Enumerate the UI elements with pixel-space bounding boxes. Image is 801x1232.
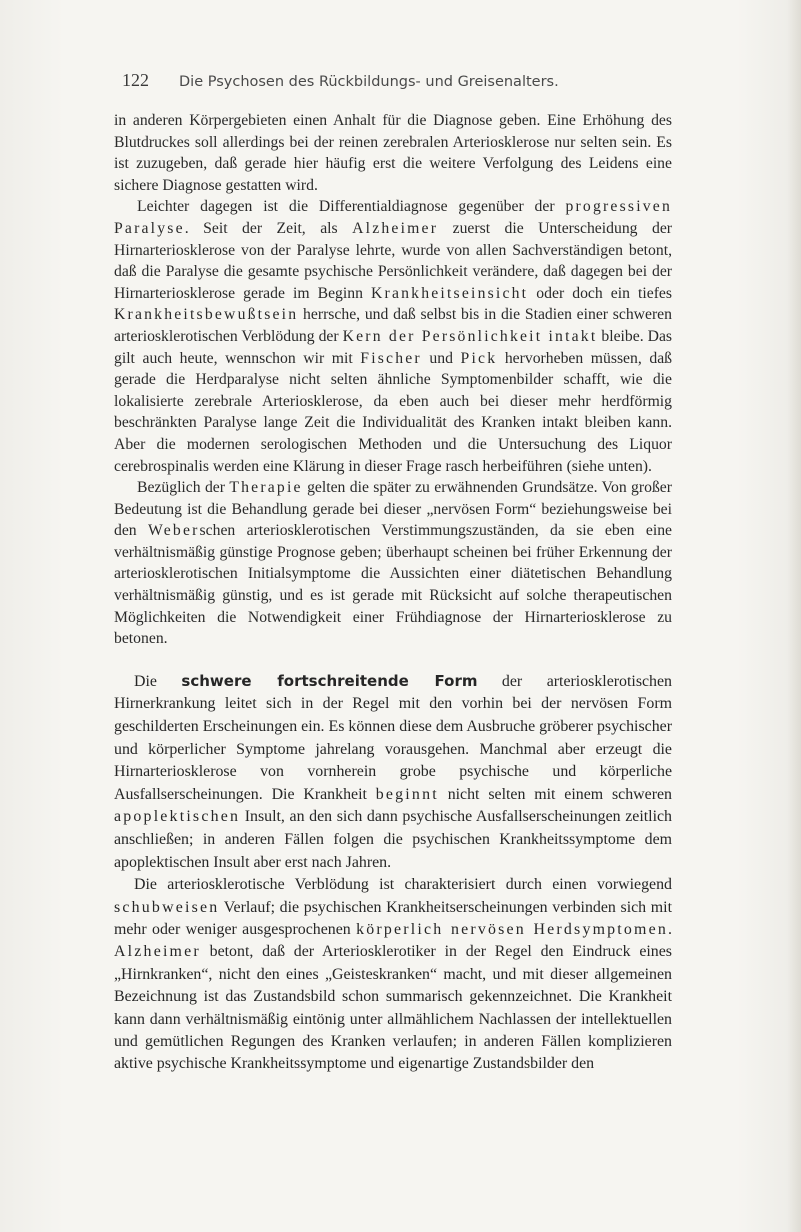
p5-emph-schubweisen: schubweisen <box>114 898 220 916</box>
p2-text-8: hervorheben müssen, daß gerade die Herdparalyse nicht selten ähnliche Symptomenbilder schafft, wie die lokalisierte zerebrale Arteriosklerose, da eben auch bei dieser mehr herdförmig beschränkten Paralyse lange Zeit die Individualität des Kranken intakt bleiben kann. Aber die modernen serologischen Methoden und die Untersuchung des Liquor cerebrospinalis werden eine Klärung in dieser Frage rasch herbeiführen (siehe unten). <box>114 349 672 475</box>
p2-text-5: herrsche, und daß selbst bis in die Stadien einer schweren arteriosklerotischen Verblödung der <box>114 306 672 345</box>
p2-emph-krankheitseinsicht: Krankheitseinsicht <box>371 284 529 302</box>
p2-text-2: . Seit der Zeit, als <box>184 219 353 237</box>
page-body <box>114 110 672 1076</box>
p5-emph-herdsymptomen: körperlich nervösen Herdsymptomen <box>356 921 669 938</box>
p4-text-3: nicht selten mit einem schweren <box>438 785 672 803</box>
page-edge <box>787 0 801 1232</box>
paragraph-4 <box>114 670 672 874</box>
p4-emph-apoplektischen: apoplektischen <box>114 808 241 826</box>
p4-bold-schwere-form: schwere fortschreitende Form <box>181 671 478 690</box>
p5-text-1: Die arteriosklerotische Verblödung ist charakterisiert durch einen vorwiegend <box>134 876 672 894</box>
paragraph-5 <box>114 874 672 1076</box>
running-header <box>122 70 722 94</box>
page-number: 122 <box>122 70 149 90</box>
p2-emph-pick: Pick <box>460 349 498 367</box>
p2-emph-progressive-paralyse: progressiven Paralyse <box>114 198 672 237</box>
p2-emph-krankheitsbewusstsein: Krankheitsbewußtsein <box>114 306 299 324</box>
p3-text-1: Bezüglich der <box>137 479 230 497</box>
p2-text-6: bleibe. Das gilt auch heute, wennschon wir mit <box>114 327 673 367</box>
p2-text-1: Leichter dagegen ist die Differentialdiagnose gegenüber der <box>137 198 566 216</box>
p2-text-3: zuerst die Unterscheidung der Hirnarteriosklerose von der Paralyse lehrte, wurde von allen Sachverständigen betont, daß die Paralyse die gesamte psychische Persönlichkeit verändere, daß dagegen bei der Hirnarteriosklerose gerade im Beginn <box>114 219 673 302</box>
p4-text-4: Insult, an den sich dann psychische Ausfallserscheinungen zeitlich anschließen; in anderen Fällen folgen die psychischen Krankheitssymptome dem apoplektischen Insult aber erst nach Jahren. <box>114 808 672 871</box>
p2-text-7: und <box>421 349 461 367</box>
p2-emph-alzheimer: Alzheimer <box>352 219 439 237</box>
p2-emph-kern-der-persoenlichkeit: Kern der Persönlichkeit intakt <box>342 327 598 345</box>
p4-emph-beginnt: beginnt <box>375 785 439 803</box>
p4-text-1: Die <box>134 672 182 690</box>
p5-text-3: . <box>668 921 672 938</box>
paragraph-2 <box>114 196 672 477</box>
section-schwere-form <box>114 670 672 1076</box>
p3-text-2: gelten die später zu erwähnenden Grundsätze. Von großer Bedeutung ist die Behandlung gerade bei dieser „nervösen Form“ beziehungsweise bei den <box>114 479 672 540</box>
p5-text-4: betont, daß der Arteriosklerotiker in der Regel den Eindruck eines „Hirnkranken“, nicht den eines „Geisteskranken“ macht, und mit dieser allgemeinen Bezeichnung ist das Zustandsbild schon summarisch gekennzeichnet. Die Krankheit kann dann verhältnismäßig eintönig unter allmählichem Nachlassen der intellektuellen und gemütlichen Regungen des Kranken verlaufen; in anderen Fällen komplizieren aktive psychische Krankheitssymptome und eigenartige Zustandsbilder den <box>114 943 672 1073</box>
p5-text-2: Verlauf; die psychischen Krankheitserscheinungen verbinden sich mit mehr oder weniger ausgesprochenen <box>114 898 672 938</box>
p5-emph-alzheimer: Alzheimer <box>114 943 201 961</box>
running-title: Die Psychosen des Rückbildungs- und Greisenalters. <box>179 74 559 90</box>
p3-emph-therapie: Therapie <box>229 479 303 497</box>
paragraph-1-text: in anderen Körpergebieten einen Anhalt für die Diagnose geben. Eine Erhöhung des Blutdruckes soll allerdings bei der reinen zerebralen Arteriosklerose nur selten sein. Es ist zuzugeben, daß gerade hier häufig erst die weitere Verfolgung des Leidens eine sichere Diagnose gestatten wird. <box>114 112 672 194</box>
paragraph-3 <box>114 477 672 650</box>
p3-text-3: schen arteriosklerotischen Verstimmungszuständen, da sie eben eine verhältnismäßig günstige Prognose geben; überhaupt scheinen bei früher Erkennung der arteriosklerotischen Initialsymptome die Aussichten einer diätetischen Behandlung verhältnismäßig günstig, und es ist gerade mit Rücksicht auf solche therapeutischen Möglichkeiten die Notwendigkeit einer Frühdiagnose der Hirnarteriosklerose zu betonen. <box>114 522 672 648</box>
p2-emph-fischer: Fischer <box>360 349 422 367</box>
p2-text-4: oder doch ein tiefes <box>528 284 672 302</box>
p4-text-2: der arteriosklerotischen Hirnerkrankung leitet sich in der Regel mit den vorhin bei der nervösen Form geschilderten Erscheinungen ein. Es können diese dem Ausbruche gröberer psychischer und körperlicher Symptome jahrelang vorausgehen. Manchmal aber erzeugt die Hirnarteriosklerose von vornherein grobe psychische und körperliche Ausfallserscheinungen. Die Krankheit <box>114 672 673 803</box>
p3-emph-weber: Weber <box>148 522 200 540</box>
paragraph-1 <box>114 110 672 196</box>
